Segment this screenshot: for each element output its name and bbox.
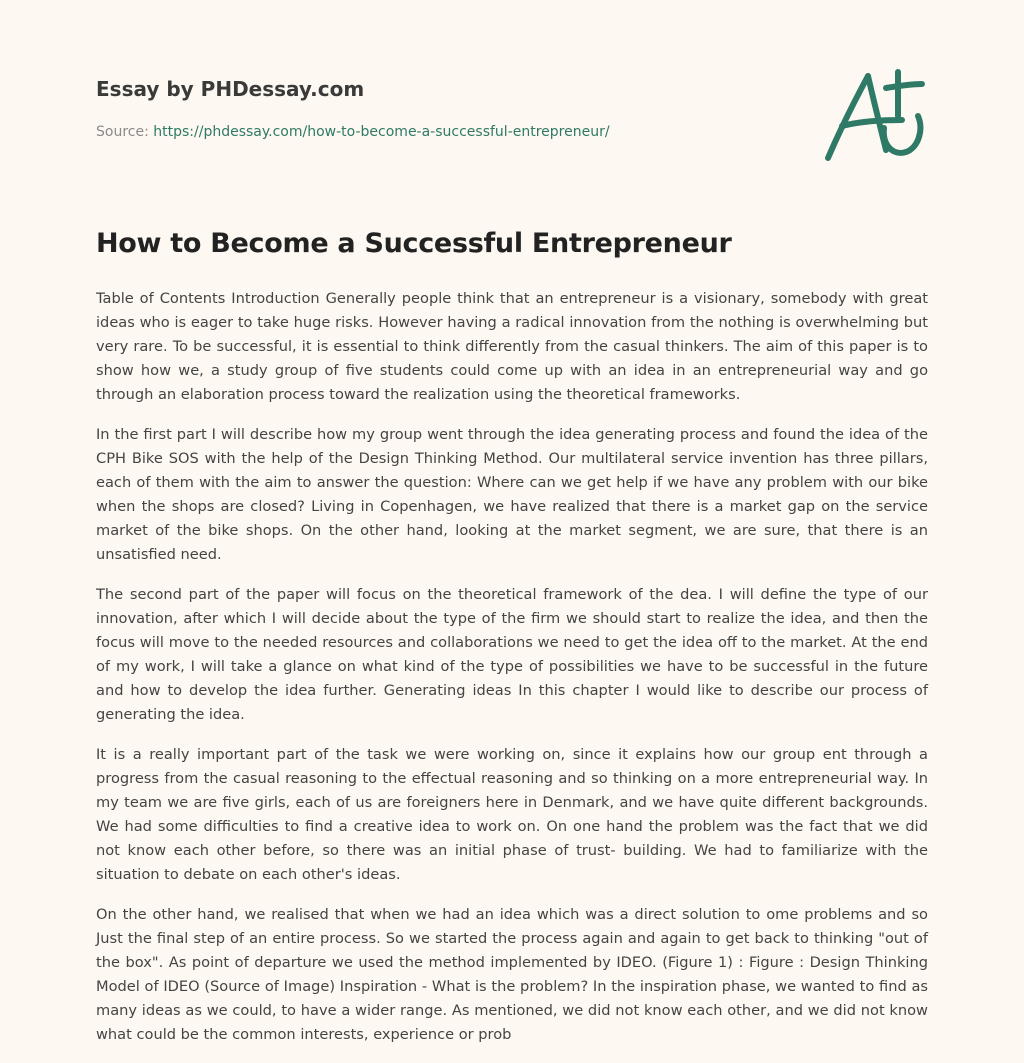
essay-title: How to Become a Successful Entrepreneur [96, 228, 732, 259]
essay-paragraph: Table of Contents Introduction Generally people think that an entrepreneur is a visionary, somebody with great ideas who is eager to take huge risks. However having a radical innovation from the nothing is overwhelming but very rare. To be successful, it is essential to think differently from the casual thinkers. The aim of this paper is to show how we, a study group of five students could come up with an idea in an entrepreneurial way and go through an elaboration process toward the realization using the theoretical frameworks. [96, 290, 928, 403]
source-line [96, 122, 796, 142]
essay-paragraph: In the first part I will describe how my group went through the idea generating process and found the idea of the CPH Bike SOS with the help of the Design Thinking Method. Our multilateral service invention has three pillars, each of them with the aim to answer the question: Where can we get help if we have any problem with our bike when the shops are closed? Living in Copenhagen, we have realized that there is a market gap on the service market of the bike shops. On the other hand, looking at the market segment, we are sure, that there is an unsatisfied need. [96, 426, 928, 563]
essay-paragraph: It is a really important part of the task we were working on, since it explains how our group ent through a progress from the casual reasoning to the effectual reasoning and so thinking on a more entrepreneurial way. In my team we are five girls, each of us are foreigners here in Denmark, and we have quite different backgrounds. We had some difficulties to find a creative idea to work on. On one hand the problem was the fact that we did not know each other before, so there was an initial phase of trust- building. We had to familiarize with the situation to debate on each other's ideas. [96, 746, 928, 883]
a-plus-logo-icon [818, 64, 938, 169]
site-title: Essay by PHDessay.com [96, 77, 365, 101]
essay-body [96, 287, 928, 1063]
essay-paragraph: On the other hand, we realised that when we had an idea which was a direct solution to ome problems and so Just the final step of an entire process. So we started the process again and again to get back to thinking "out of the box". As point of departure we used the method implemented by IDEO. (Figure 1) : Figure : Design Thinking Model of IDEO (Source of Image) Inspiration - What is the problem? In the inspiration phase, we wanted to find as many ideas as we could, to have a wider range. As mentioned, we did not know each other, and we did not know what could be the common interests, experience or prob [96, 906, 928, 1043]
source-label: Source: [96, 124, 154, 140]
essay-paragraph: The second part of the paper will focus on the theoretical framework of the dea. I will define the type of our innovation, after which I will decide about the type of the firm we should start to realize the idea, and then the focus will move to the needed resources and collaborations we need to get the idea off to the market. At the end of my work, I will take a glance on what kind of the type of possibilities we have to be successful in the future and how to develop the idea further. Generating ideas In this chapter I would like to describe our process of generating the idea. [96, 586, 928, 723]
page-header [96, 74, 796, 142]
source-link[interactable]: https://phdessay.com/how-to-become-a-successful-entrepreneur/ [153, 124, 610, 140]
